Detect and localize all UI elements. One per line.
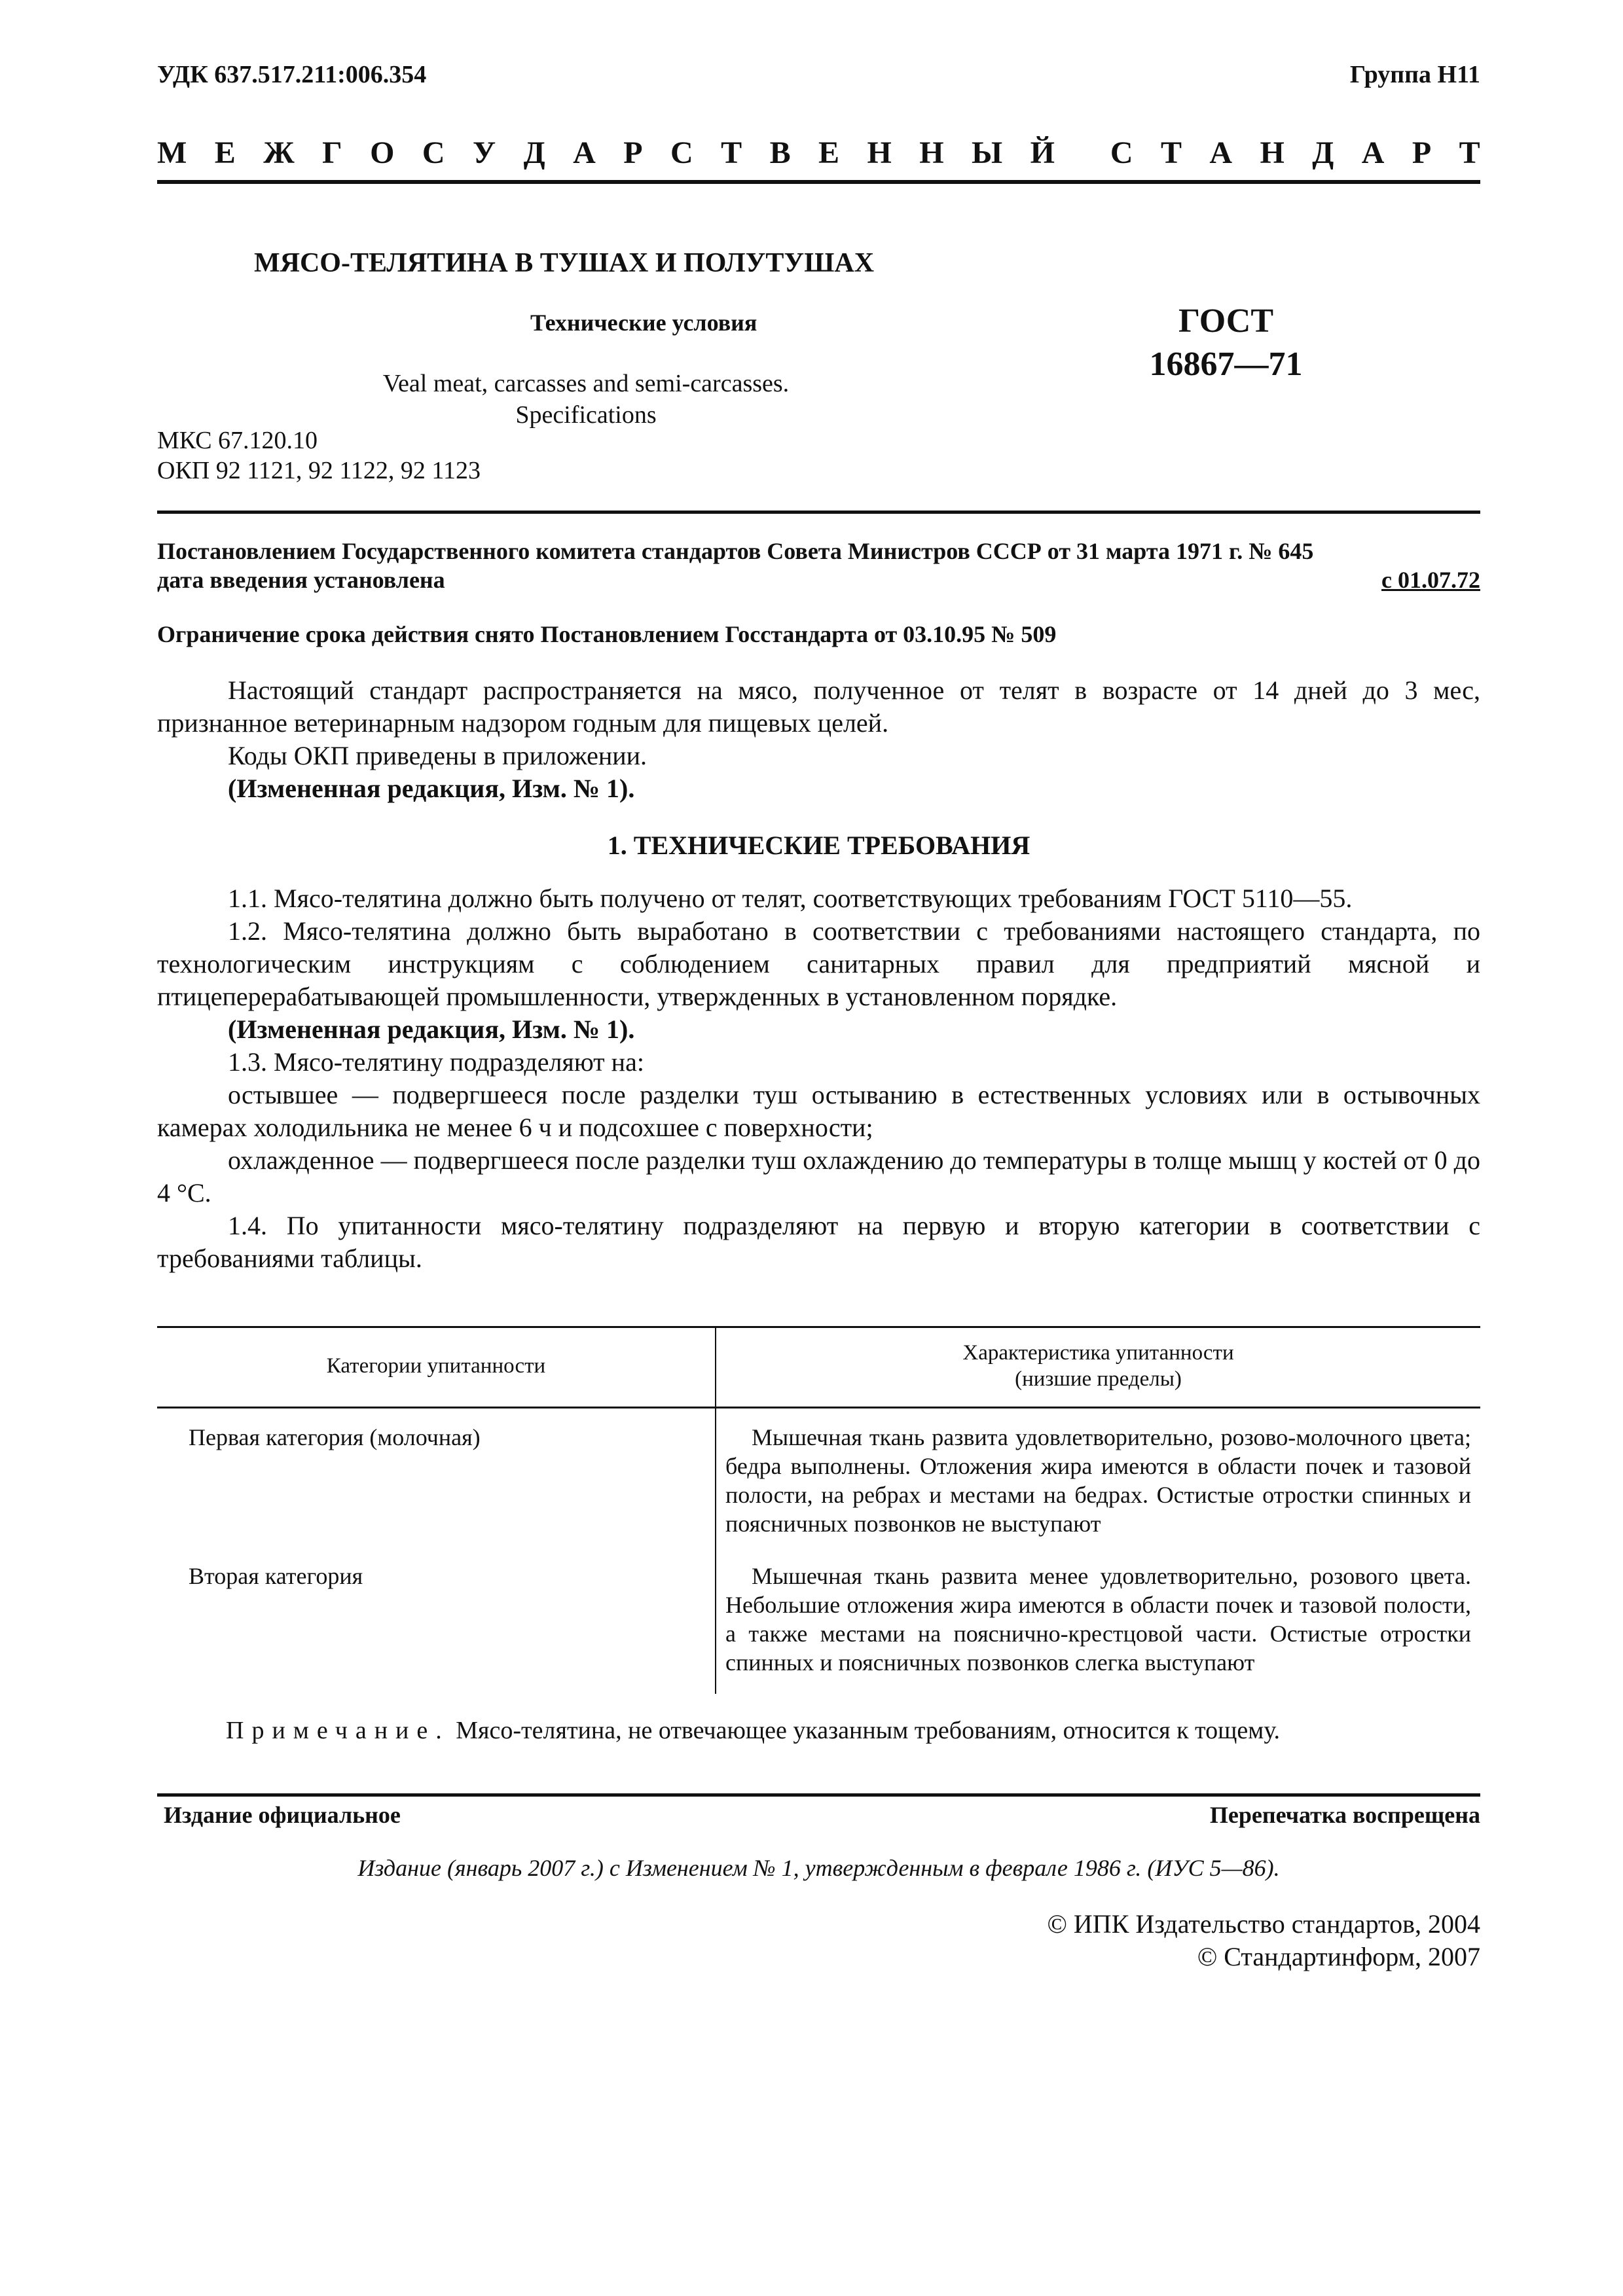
banner-letter: Т: [1160, 135, 1182, 170]
table-cell-category: Вторая категория: [189, 1563, 363, 1589]
title-rule: [157, 511, 1480, 514]
table-header-characteristics-line2: (низшие пределы): [1015, 1367, 1182, 1391]
english-title-line1: Veal meat, carcasses and semi-carcasses.: [382, 370, 790, 397]
edition-info: Издание (январь 2007 г.) с Изменением № 1, утвержденным в феврале 1986 г. (ИУС 5—86).: [357, 1855, 1280, 1881]
footer-rule: [157, 1793, 1480, 1797]
table-cell-category: Первая категория (молочная): [189, 1424, 481, 1450]
introduction-date: с 01.07.72: [1381, 567, 1480, 593]
document-subtitle: Технические условия: [530, 310, 757, 336]
intro-paragraph-okp: Коды ОКП приведены в приложении.: [228, 741, 647, 770]
banner-letter: С: [422, 135, 445, 170]
note-text: Мясо-телятина, не отвечающее указанным требованиям, относится к тощему.: [449, 1717, 1281, 1744]
banner-letter: Ж: [263, 135, 295, 170]
banner-letter: А: [1209, 135, 1233, 170]
table-row: [157, 1408, 1480, 1556]
clause-1-3-cooled: остывшее — подвергшееся после разделки туш остыванию в естественных условиях или в остывочных камерах холодильника не менее 6 ч и подсохшее с поверхности;: [157, 1080, 1480, 1142]
section-heading: 1. ТЕХНИЧЕСКИЕ ТРЕБОВАНИЯ: [607, 831, 1030, 860]
banner-letter: Т: [1459, 135, 1480, 170]
intro-text: [157, 674, 1480, 805]
decree-block: [157, 537, 1480, 594]
note-label: Примечание.: [226, 1717, 450, 1744]
udk-code: УДК 637.517.211:006.354: [157, 61, 427, 88]
banner-letter: А: [573, 135, 596, 170]
gost-designation: [1149, 300, 1303, 386]
intro-amendment-note: (Измененная редакция, Изм. № 1).: [228, 774, 635, 803]
clause-1-3-chilled: охлажденное — подвергшееся после разделки туш охлаждению до температуры в толще мышц у костей от 0 до 4 °С.: [157, 1145, 1480, 1208]
banner-letter: Д: [1312, 135, 1334, 170]
banner-letter: Е: [214, 135, 236, 170]
document-title: МЯСО-ТЕЛЯТИНА В ТУШАХ И ПОЛУТУШАХ: [254, 248, 875, 278]
table-header-characteristics: [716, 1327, 1480, 1408]
decree-line1: Постановлением Государственного комитета стандартов Совета Министров СССР от 31 марта 1971 г. № 645: [157, 538, 1314, 564]
table-header-category: Категории упитанности: [326, 1354, 546, 1378]
banner-letter: Г: [322, 135, 342, 170]
copyright-line2: © Стандартинформ, 2007: [1197, 1942, 1480, 1971]
header-rule: [157, 180, 1480, 184]
banner-letter: Н: [867, 135, 892, 170]
reprint-prohibited-label: Перепечатка воспрещена: [1209, 1802, 1480, 1828]
limitation-note: Ограничение срока действия снято Постановлением Госстандарта от 03.10.95 № 509: [157, 621, 1057, 647]
clause-1-4: 1.4. По упитанности мясо-телятину подразделяют на первую и вторую категории в соответствии с требованиями таблицы.: [157, 1211, 1480, 1273]
official-edition-label: Издание официальное: [164, 1802, 401, 1828]
first-category-description: Мышечная ткань развита удовлетворительно, розово-молочного цвета; бедра выполнены. Отложения жира имеются в области почек и тазовой полости, на ребрах и местами на бедрах. Остистые отростки спинных и поясничных позвонков не выступают: [725, 1424, 1471, 1537]
clause-1-3: 1.3. Мясо-телятину подразделяют на:: [228, 1047, 644, 1077]
gost-label: ГОСТ: [1178, 302, 1274, 340]
classification-codes: [157, 425, 481, 486]
fatness-categories-table: [157, 1326, 1480, 1694]
table-cell-description: [716, 1555, 1480, 1694]
gost-number: 16867—71: [1149, 346, 1303, 383]
banner-letter: Ы: [972, 135, 1003, 170]
banner-letter: С: [670, 135, 693, 170]
english-title-line2: Specifications: [515, 401, 657, 429]
banner-letter: А: [1361, 135, 1385, 170]
okp-code: ОКП 92 1121, 92 1122, 92 1123: [157, 457, 481, 484]
mks-code: МКС 67.120.10: [157, 427, 318, 454]
english-title: [357, 368, 815, 431]
banner-letter: О: [370, 135, 395, 170]
copyright-line1: © ИПК Издательство стандартов, 2004: [1047, 1909, 1480, 1939]
clause-1-2-amendment: (Измененная редакция, Изм. № 1).: [228, 1014, 635, 1044]
group-code: Группа Н11: [1349, 61, 1480, 88]
section1-text: [157, 882, 1480, 1275]
banner-letter: У: [472, 135, 496, 170]
banner-letter: Й: [1030, 135, 1055, 170]
banner-letter: Н: [1260, 135, 1285, 170]
second-category-description: Мышечная ткань развита менее удовлетворительно, розового цвета. Небольшие отложения жира имеются в области почек и тазовой полости, а также местами на пояснично-крестцовой части. Остистые отростки спинных и поясничных позвонков слегка выступают: [725, 1563, 1471, 1676]
decree-line2: [157, 565, 1480, 594]
banner-letter: Т: [721, 135, 742, 170]
table-cell-description: [716, 1408, 1480, 1556]
intro-paragraph-scope: Настоящий стандарт распространяется на мясо, полученное от телят в возрасте от 14 дней до 3 мес, признанное ветеринарным надзором годным для пищевых целей.: [157, 675, 1480, 738]
clause-1-2: 1.2. Мясо-телятина должно быть выработано в соответствии с требованиями настоящего стандарта, по технологическим инструкциям с соблюдением санитарных правил для предприятий мясной и птицеперерабатывающей промышленности, утвержденных в установленном порядке.: [157, 916, 1480, 1011]
banner-letter: Н: [919, 135, 944, 170]
table-note: [226, 1716, 1280, 1745]
banner-letter: Р: [1412, 135, 1432, 170]
interstate-standard-banner: [157, 135, 1480, 171]
banner-letter: М: [157, 135, 187, 170]
table-header-characteristics-line1: Характеристика упитанности: [962, 1341, 1234, 1365]
copyright-block: [1048, 1908, 1480, 1973]
table-header-row: [157, 1327, 1480, 1408]
banner-letter: Р: [623, 135, 643, 170]
banner-letter: С: [1110, 135, 1133, 170]
banner-letter: В: [769, 135, 791, 170]
introduction-date-label: дата введения установлена: [157, 567, 445, 593]
banner-letter: Д: [523, 135, 545, 170]
table-row: [157, 1555, 1480, 1694]
banner-letter: Е: [818, 135, 840, 170]
clause-1-1: 1.1. Мясо-телятина должно быть получено от телят, соответствующих требованиям ГОСТ 5110—55.: [228, 884, 1353, 913]
